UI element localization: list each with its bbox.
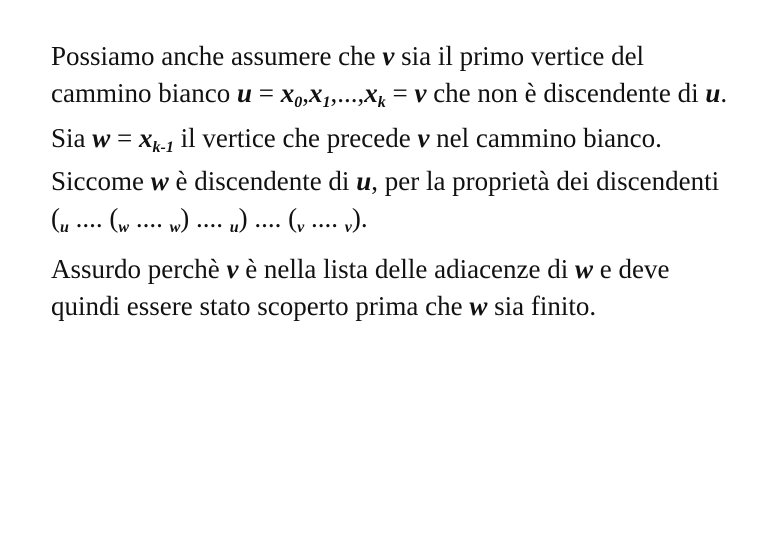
text: ) .... xyxy=(180,203,230,233)
text: = xyxy=(110,123,140,153)
subscript: u xyxy=(229,219,239,236)
subscript: 0 xyxy=(294,94,303,111)
text: è nella lista delle adiacenze di xyxy=(238,254,576,284)
text: , xyxy=(302,78,309,108)
text: ). xyxy=(351,203,368,233)
subscript: w xyxy=(118,219,130,236)
paragraph-assumption xyxy=(51,38,741,112)
subscript: v xyxy=(344,219,352,236)
text: è discendente di xyxy=(168,166,357,196)
text: ) .... ( xyxy=(238,203,298,233)
subscript: u xyxy=(60,219,69,236)
var-w: w xyxy=(92,123,111,153)
subscript: k-1 xyxy=(152,139,174,156)
var-v: v xyxy=(226,254,239,284)
text: = xyxy=(385,78,415,108)
text: che non è discendente di xyxy=(426,78,706,108)
var-w: w xyxy=(575,254,594,284)
slide-body xyxy=(51,38,741,325)
text: = xyxy=(251,78,281,108)
paragraph-contradiction xyxy=(51,251,741,325)
paragraph-descendant-property xyxy=(51,163,741,237)
text: .... xyxy=(129,203,170,233)
text: nel cammino bianco. xyxy=(429,123,662,153)
var-x: x xyxy=(308,78,323,108)
text: Sia xyxy=(51,123,93,153)
var-v: v xyxy=(382,41,395,71)
text: e deve quindi essere stato scoperto prima che xyxy=(51,254,670,321)
text: sia il primo vertice del cammino bianco xyxy=(51,41,645,108)
text: il vertice che precede xyxy=(173,123,418,153)
text: .... xyxy=(304,203,345,233)
var-w: w xyxy=(469,291,488,321)
var-u: u xyxy=(705,78,721,108)
text: ,..., xyxy=(330,78,365,108)
paragraph-predecessor xyxy=(51,120,741,157)
var-u: u xyxy=(356,166,372,196)
var-x: x xyxy=(280,78,295,108)
var-v: v xyxy=(417,123,430,153)
var-v: v xyxy=(414,78,427,108)
text: Possiamo anche assumere che xyxy=(51,41,383,71)
text: , per la proprietà dei discendenti ( xyxy=(51,166,720,233)
text: . xyxy=(720,78,728,108)
subscript: k xyxy=(377,94,386,111)
var-w: w xyxy=(150,166,169,196)
var-x: x xyxy=(364,78,378,108)
var-u: u xyxy=(236,78,252,108)
text: .... ( xyxy=(68,203,119,233)
subscript: v xyxy=(297,219,305,236)
subscript: w xyxy=(169,219,181,236)
text: sia finito. xyxy=(487,291,597,321)
text: Assurdo perchè xyxy=(51,254,227,284)
var-x: x xyxy=(139,123,153,153)
subscript: 1 xyxy=(322,94,331,111)
text: Siccome xyxy=(51,166,151,196)
